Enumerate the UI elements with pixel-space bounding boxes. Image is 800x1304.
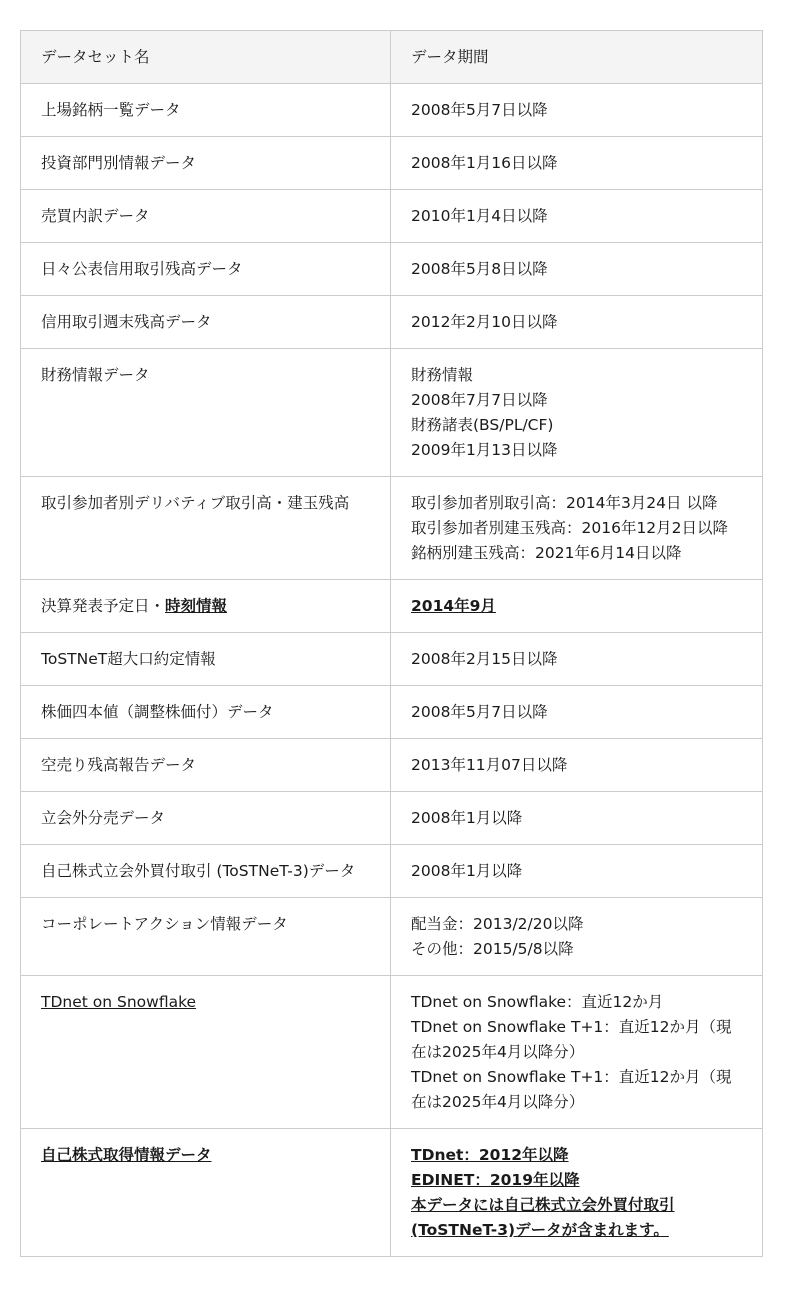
table-row <box>21 349 763 477</box>
table-row <box>21 686 763 739</box>
period-line: 2008年2月15日以降 <box>411 650 558 668</box>
data-period <box>391 633 763 686</box>
tdnet-snowflake-link[interactable]: TDnet on Snowflake <box>41 993 197 1011</box>
period-line: TDnet on Snowflake T+1：直近12か月（現在は2025年4月以降分） <box>411 1068 732 1111</box>
table-row <box>21 190 763 243</box>
table-row <box>21 633 763 686</box>
data-period <box>391 477 763 580</box>
data-period <box>391 976 763 1129</box>
table-header-row <box>21 31 763 84</box>
table-row <box>21 137 763 190</box>
table-row <box>21 84 763 137</box>
data-period <box>391 349 763 477</box>
table-row <box>21 739 763 792</box>
period-line: TDnet on Snowflake T+1：直近12か月（現在は2025年4月以降分） <box>411 1018 732 1061</box>
period-line: 2008年1月16日以降 <box>411 154 558 172</box>
period-line: 2009年1月13日以降 <box>411 441 558 459</box>
table-row <box>21 845 763 898</box>
dataset-name-prefix: 決算発表予定日・ <box>41 597 166 615</box>
dataset-name: 財務情報データ <box>21 349 391 477</box>
data-period <box>391 686 763 739</box>
period-line: 2012年2月10日以降 <box>411 313 558 331</box>
period-line: 2008年5月7日以降 <box>411 101 548 119</box>
dataset-name: 株価四本値（調整株価付）データ <box>21 686 391 739</box>
period-line: 2010年1月4日以降 <box>411 207 548 225</box>
data-period <box>391 739 763 792</box>
period-line: 2008年1月以降 <box>411 809 523 827</box>
period-line: 銘柄別建玉残高：2021年6月14日以降 <box>411 544 682 562</box>
data-period <box>391 580 763 633</box>
timing-info-link[interactable]: 時刻情報 <box>165 597 228 615</box>
dataset-name: 空売り残高報告データ <box>21 739 391 792</box>
period-line: 財務情報 <box>411 366 474 384</box>
data-period <box>391 190 763 243</box>
dataset-name: コーポレートアクション情報データ <box>21 898 391 976</box>
data-period <box>391 845 763 898</box>
period-link[interactable]: EDINET：2019年以降 <box>411 1171 580 1189</box>
period-line: 2008年1月以降 <box>411 862 523 880</box>
data-period <box>391 898 763 976</box>
dataset-name: 自己株式立会外買付取引 (ToSTNeT-3)データ <box>21 845 391 898</box>
dataset-name: 売買内訳データ <box>21 190 391 243</box>
dataset-name: 上場銘柄一覧データ <box>21 84 391 137</box>
dataset-name: 取引参加者別デリバティブ取引高・建玉残高 <box>21 477 391 580</box>
table-row <box>21 243 763 296</box>
period-line: その他：2015/5/8以降 <box>411 940 574 958</box>
period-line: 2008年7月7日以降 <box>411 391 548 409</box>
data-period <box>391 792 763 845</box>
period-link[interactable]: 本データには自己株式立会外買付取引 (ToSTNeT-3)データが含まれます。 <box>411 1196 675 1239</box>
dataset-name: 立会外分売データ <box>21 792 391 845</box>
dataset-name <box>21 976 391 1129</box>
period-line: 取引参加者別建玉残高：2016年12月2日以降 <box>411 519 729 537</box>
dataset-name <box>21 580 391 633</box>
period-line: 取引参加者別取引高：2014年3月24日 以降 <box>411 494 718 512</box>
period-line: 配当金：2013/2/20以降 <box>411 915 584 933</box>
data-period <box>391 137 763 190</box>
period-line: TDnet on Snowflake：直近12か月 <box>411 993 664 1011</box>
dataset-name: 日々公表信用取引残高データ <box>21 243 391 296</box>
dataset-table-container <box>20 30 762 1257</box>
dataset-name: 投資部門別情報データ <box>21 137 391 190</box>
dataset-name <box>21 1129 391 1257</box>
period-line: 2013年11月07日以降 <box>411 756 568 774</box>
period-link[interactable]: 2014年9月 <box>411 597 496 615</box>
data-period <box>391 296 763 349</box>
data-period <box>391 1129 763 1257</box>
dataset-name: 信用取引週末残高データ <box>21 296 391 349</box>
period-line: 2008年5月8日以降 <box>411 260 548 278</box>
table-row <box>21 477 763 580</box>
data-period <box>391 84 763 137</box>
table-row <box>21 976 763 1129</box>
data-period <box>391 243 763 296</box>
table-row <box>21 898 763 976</box>
period-line: 財務諸表(BS/PL/CF) <box>411 416 554 434</box>
treasury-stock-link[interactable]: 自己株式取得情報データ <box>41 1146 212 1164</box>
dataset-table <box>20 30 763 1257</box>
table-row <box>21 296 763 349</box>
period-link[interactable]: TDnet：2012年以降 <box>411 1146 569 1164</box>
dataset-name: ToSTNeT超大口約定情報 <box>21 633 391 686</box>
table-row <box>21 580 763 633</box>
table-row <box>21 792 763 845</box>
period-line: 2008年5月7日以降 <box>411 703 548 721</box>
table-row <box>21 1129 763 1257</box>
header-data-period: データ期間 <box>391 31 763 84</box>
header-dataset-name: データセット名 <box>21 31 391 84</box>
